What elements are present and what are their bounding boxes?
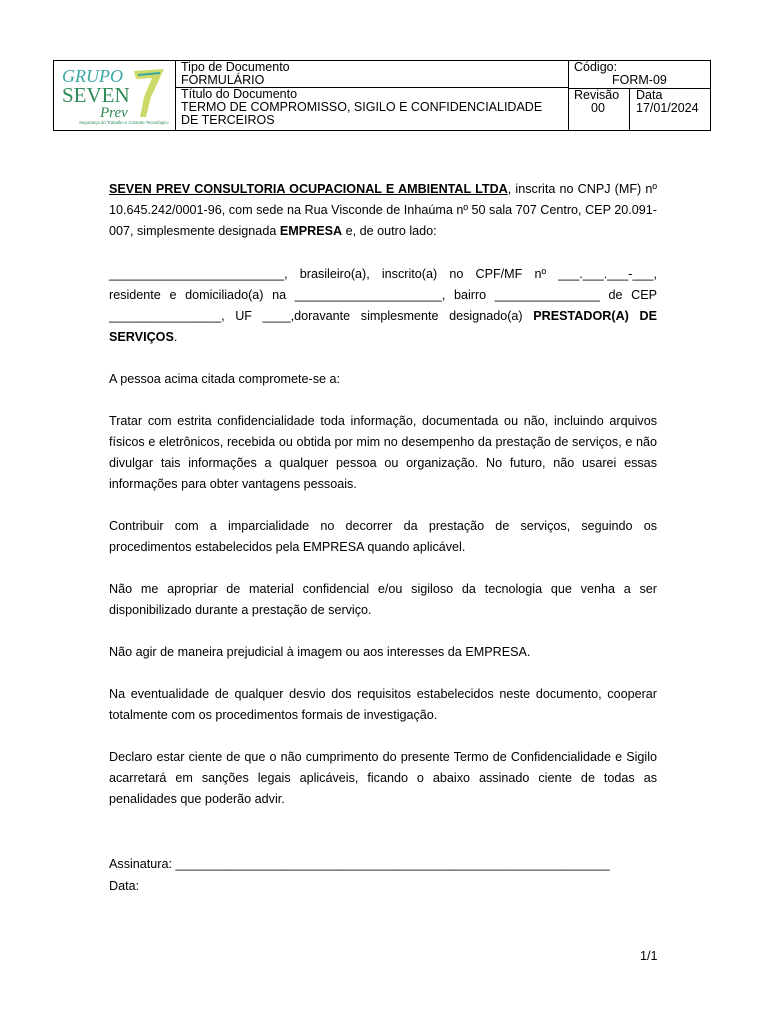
paragraph-commitment-intro — [109, 369, 657, 390]
doc-title-line1: TERMO DE COMPROMISSO, SIGILO E CONFIDENCIALIDADE — [181, 100, 543, 114]
paragraph-impartiality — [109, 516, 657, 558]
doc-type-value: FORMULÁRIO — [181, 73, 265, 87]
code-label: Código: — [574, 60, 618, 74]
empresa-term: EMPRESA — [279, 224, 343, 238]
signature-date-label: Data: — [109, 879, 140, 893]
logo-word-prev: Prev — [100, 105, 128, 121]
provider-end: . — [173, 330, 178, 344]
logo-word-seven: SEVEN — [62, 83, 130, 107]
paragraph-declaration — [109, 747, 657, 810]
document-header — [53, 60, 711, 131]
doc-type-label: Tipo de Documento — [181, 60, 290, 74]
signature-label: Assinatura: — [109, 857, 176, 871]
document-control — [569, 61, 710, 130]
image-text: Não agir de maneira prejudicial à imagem ou aos interesses da EMPRESA. — [109, 645, 531, 659]
logo-tagline: Segurança do Trabalho e Controle Tecnológico — [79, 120, 169, 125]
confidentiality-text: Tratar com estrita confidencialidade toda informação, documentada ou não, incluindo arquivos físicos e eletrônicos, recebida ou obtida por mim no desempenho da prestação de serviços, e não divulgar tais informações a qualquer pessoa ou organização. No futuro, não usarei essas informações para obter vantagens pessoais. — [109, 414, 657, 491]
provider-details: _________________________, brasileiro(a), inscrito(a) no CPF/MF nº ___.___.___-___, residente e domiciliado(a) na _____________________, bairro _______________ de CEP ________________, UF ____,doravante simplesmente designado(a) — [109, 267, 657, 323]
date-label: Data — [636, 88, 663, 102]
doc-title-line2: DE TERCEIROS — [181, 113, 275, 127]
revision-value: 00 — [591, 101, 605, 115]
paragraph-image — [109, 642, 657, 663]
signature-line — [109, 854, 610, 875]
company-name: SEVEN PREV CONSULTORIA OCUPACIONAL E AMBIENTAL LTDA — [109, 182, 508, 196]
logo-word-grupo: GRUPO — [62, 66, 123, 86]
paragraph-confidentiality — [109, 411, 657, 495]
date-line — [109, 876, 139, 897]
paragraph-investigation — [109, 684, 657, 726]
company-details: , inscrita no CNPJ (MF) nº 10.645.242/0001-96, com sede na Rua Visconde de Inhaúma nº 50 sala 707 Centro, CEP 20.091-007, simplesmente designada — [109, 182, 657, 238]
revision-label: Revisão — [574, 88, 620, 102]
company-logo — [54, 61, 176, 130]
company-details-end: e, de outro lado: — [342, 224, 437, 238]
material-text: Não me apropriar de material confidencial e/ou sigiloso da tecnologia que venha a ser disponibilizado durante a prestação de serviço. — [109, 582, 657, 617]
document-info — [176, 61, 569, 130]
impartiality-text: Contribuir com a imparcialidade no decorrer da prestação de serviços, seguindo os procedimentos estabelecidos pela EMPRESA quando aplicável. — [109, 519, 657, 554]
signature-field[interactable]: ______________________________________________________________ — [175, 857, 610, 871]
grupo-seven-prev-logo — [54, 61, 175, 130]
page-number: 1/1 — [640, 949, 658, 963]
paragraph-provider — [109, 264, 657, 348]
paragraph-parties — [109, 179, 657, 242]
provider-term: PRESTADOR(A) DE SERVIÇOS — [109, 309, 657, 344]
date-value: 17/01/2024 — [636, 101, 699, 115]
commitment-intro: A pessoa acima citada compromete-se a: — [109, 372, 340, 386]
investigation-text: Na eventualidade de qualquer desvio dos requisitos estabelecidos neste documento, cooperar totalmente com os procedimentos formais de investigação. — [109, 687, 657, 722]
declaration-text: Declaro estar ciente de que o não cumprimento do presente Termo de Confidencialidade e Sigilo acarretará em sanções legais aplicáveis, ficando o abaixo assinado ciente de todas as penalidades que poderão advir. — [109, 750, 657, 806]
doc-title-label: Título do Documento — [181, 87, 298, 101]
paragraph-material — [109, 579, 657, 621]
code-value: FORM-09 — [612, 73, 667, 87]
